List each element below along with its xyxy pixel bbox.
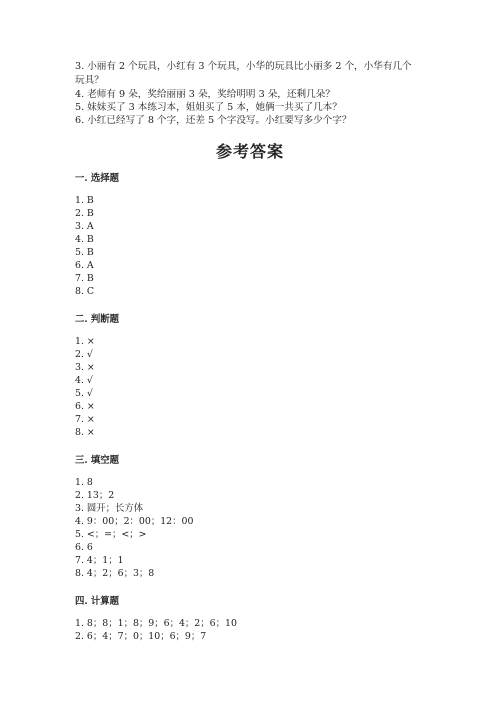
- answer-item: 5. <；=；<；>: [75, 529, 147, 540]
- answer-item: 5. √: [75, 388, 93, 399]
- answer-item: 1. 8: [75, 477, 93, 488]
- answer-item: 2. B: [75, 208, 94, 219]
- question-6: 6. 小红已经写了 8 个字，还差 5 个字没写。小红要写多少个字？: [75, 115, 352, 126]
- answer-item: 1. B: [75, 195, 94, 206]
- answer-item: 3. ×: [75, 362, 95, 373]
- answer-item: 2. √: [75, 349, 93, 360]
- answer-item: 8. ×: [75, 427, 95, 438]
- answer-item: 6. A: [75, 260, 94, 271]
- answer-item: 4. √: [75, 375, 93, 386]
- question-3-line-2: 玩具？: [75, 75, 104, 86]
- answer-item: 4. B: [75, 234, 94, 245]
- question-5: 5. 妹妹买了 3 本练习本，姐姐买了 5 本，她俩一共买了几本？: [75, 102, 342, 113]
- answer-item: 6. ×: [75, 401, 95, 412]
- answer-item: 8. C: [75, 286, 95, 297]
- answer-item: 1. 8；8；1；8；9；6；4；2；6；10: [75, 618, 237, 629]
- answer-item: 3. A: [75, 221, 94, 232]
- answer-item: 8. 4；2；6；3；8: [75, 568, 155, 579]
- answer-item: 4. 9：00；2：00；12：00: [75, 516, 194, 527]
- answer-item: 1. ×: [75, 336, 95, 347]
- section-heading-judgement: 二. 判断题: [75, 314, 120, 325]
- answer-item: 3. 圆开；长方体: [75, 503, 144, 514]
- answer-item: 7. 4；1；1: [75, 555, 124, 566]
- question-3-line-1: 3. 小丽有 2 个玩具，小红有 3 个玩具，小华的玩具比小丽多 2 个，小华有几个: [75, 61, 412, 72]
- answer-item: 6. 6: [75, 542, 93, 553]
- answer-title: 参考答案: [215, 142, 284, 161]
- answer-item: 7. ×: [75, 414, 95, 425]
- section-heading-fill-blank: 三. 填空题: [75, 455, 120, 466]
- answer-item: 7. B: [75, 273, 94, 284]
- answer-item: 2. 13；2: [75, 490, 115, 501]
- answer-item: 2. 6；4；7；0；10；6；9；7: [75, 631, 207, 642]
- answer-item: 5. B: [75, 247, 94, 258]
- section-heading-calculation: 四. 计算题: [75, 596, 120, 607]
- question-4: 4. 老师有 9 朵，奖给丽丽 3 朵，奖给明明 3 朵，还剩几朵？: [75, 89, 335, 100]
- section-heading-choice: 一. 选择题: [75, 173, 120, 184]
